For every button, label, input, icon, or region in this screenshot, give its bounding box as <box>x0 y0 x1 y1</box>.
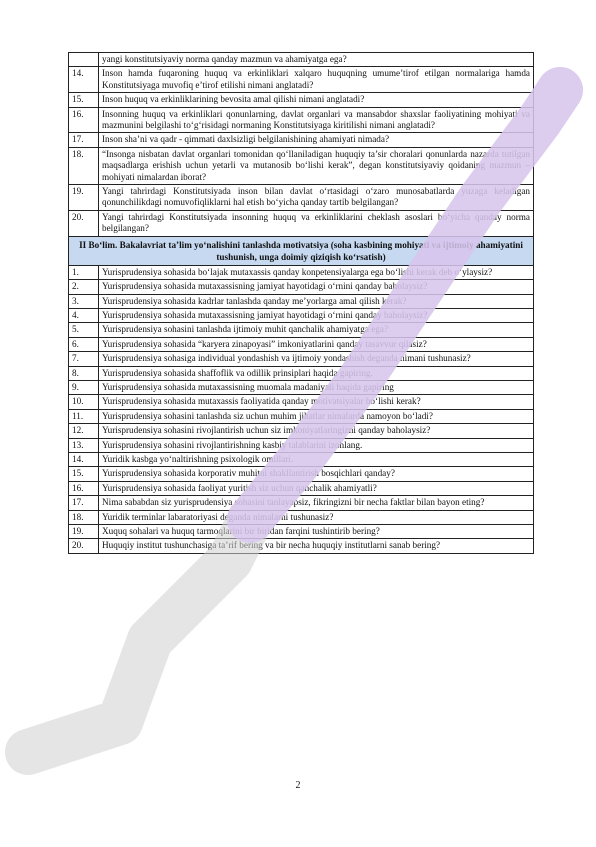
section-row <box>69 236 534 265</box>
question-number: 17. <box>69 496 99 510</box>
table-row <box>69 53 534 67</box>
question-number: 13. <box>69 438 99 452</box>
question-number <box>69 53 99 67</box>
questions-part-2 <box>69 265 534 553</box>
question-text: Yurisprudensiya sohasida bo‘lajak mutaxassis qanday konpetensiyalarga ega bo‘lishi kerak deb o‘ylaysiz? <box>99 265 534 279</box>
table-row <box>69 185 534 211</box>
table-row <box>69 323 534 337</box>
question-text: Yurisprudensiya sohasida korporativ muhitni shakllantirish bosqichlari qanday? <box>99 467 534 481</box>
question-text: Yangi tahrirdagi Konstitutsiyada insonning huquq va erkinliklarini cheklash asoslari bo‘yicha qanday norma belgilangan? <box>99 210 534 236</box>
question-text: “Insonga nisbatan davlat organlari tomonidan qo‘llaniladigan huquqiy ta’sir choralari qonunlarda nazarda tutilgan maqsadlarga erishish uchun yetarli va mutanosib bo‘lishi kerak”, degan konstitutsiyaviy qoidaning mazmun –mohiyati nimalardan iborat? <box>99 147 534 184</box>
table-row <box>69 496 534 510</box>
section-header <box>69 236 534 265</box>
question-text: Yurisprudensiya sohasida mutaxassis faoliyatida qanday motivatsiyalar bo‘lishi kerak? <box>99 395 534 409</box>
question-text: Yurisprudensiya sohasini rivojlantirishning kasbiy talablarini izohlang. <box>99 438 534 452</box>
table-row <box>69 424 534 438</box>
question-text: yangi konstitutsiyaviy norma qanday mazmun va ahamiyatga ega? <box>99 53 534 67</box>
question-number: 11. <box>69 409 99 423</box>
question-number: 19. <box>69 185 99 211</box>
question-text: Yurisprudensiya sohasida shaffoflik va odillik prinsiplari haqida gapiring. <box>99 366 534 380</box>
questions-part-1 <box>69 53 534 237</box>
question-text: Yurisprudensiya sohasini tanlashda siz uchun muhim jihatlar nimalarda namoyon bo‘ladi? <box>99 409 534 423</box>
question-text: Inson huquq va erkinliklarining bevosita amal qilishi nimani anglatadi? <box>99 93 534 107</box>
question-text: Yurisprudensiya sohasida mutaxassisning muomala madaniyati haqida gapiring <box>99 380 534 394</box>
question-number: 14. <box>69 67 99 93</box>
table-row <box>69 107 534 133</box>
question-number: 16. <box>69 481 99 495</box>
question-number: 15. <box>69 93 99 107</box>
table-row <box>69 525 534 539</box>
question-number: 3. <box>69 294 99 308</box>
table-row <box>69 147 534 184</box>
section-title: II Bo‘lim. Bakalavriat ta’lim yo‘nalishini tanlashda motivatsiya (soha kasbining mohiyati va ijtimoiy ahamiyatini tushunish, unga doimiy qiziqish ko‘rsatish) <box>69 236 534 265</box>
questions-table <box>68 52 534 554</box>
question-number: 9. <box>69 380 99 394</box>
table-row <box>69 366 534 380</box>
question-number: 14. <box>69 452 99 466</box>
table-row <box>69 337 534 351</box>
question-text: Huquqiy institut tushunchasiga ta’rif bering va bir necha huquqiy institutlarni sanab bering? <box>99 539 534 553</box>
table-row <box>69 467 534 481</box>
table-row <box>69 93 534 107</box>
question-number: 1. <box>69 265 99 279</box>
question-text: Nima sababdan siz yurisprudensiya sohasini tanlayapsiz, fikringizni bir necha faktlar bilan bayon eting? <box>99 496 534 510</box>
table-row <box>69 409 534 423</box>
question-number: 7. <box>69 352 99 366</box>
question-text: Insonning huquq va erkinliklari qonunlarning, davlat organlari va mansabdor shaxslar faoliyatining mohiyati va mazmunini belgilashi to‘g‘risidagi normaning Konstitutsiyaga kiritilishi nimani anglatadi? <box>99 107 534 133</box>
question-text: Yurisprudensiya sohasiga individual yondashish va ijtimoiy yondashish deganda nimani tushunasiz? <box>99 352 534 366</box>
table-row <box>69 280 534 294</box>
table-row <box>69 294 534 308</box>
table-row <box>69 210 534 236</box>
question-number: 8. <box>69 366 99 380</box>
question-number: 20. <box>69 210 99 236</box>
question-number: 16. <box>69 107 99 133</box>
question-text: Inson hamda fuqaroning huquq va erkinliklari xalqaro huquqning umume’tirof etilgan normalariga hamda Konstitutsiyaga muvofiq e’tirof etilishi nimani anglatadi? <box>99 67 534 93</box>
table-row <box>69 308 534 322</box>
table-row <box>69 481 534 495</box>
table-row <box>69 539 534 553</box>
question-number: 15. <box>69 467 99 481</box>
question-number: 17. <box>69 133 99 147</box>
question-number: 18. <box>69 510 99 524</box>
table-row <box>69 510 534 524</box>
table-row <box>69 67 534 93</box>
question-text: Yurisprudensiya sohasida mutaxassisning jamiyat hayotidagi o‘rnini qanday baholaysiz? <box>99 308 534 322</box>
question-text: Yurisprudensiya sohasini rivojlantirish uchun siz imkoniyatlaringizni qanday baholaysiz? <box>99 424 534 438</box>
table-row <box>69 352 534 366</box>
question-text: Yangi tahrirdagi Konstitutsiyada inson bilan davlat o‘rtasidagi o‘zaro munosabatlarda yuzaga keladigan qonunchilikdagi nomuvofiqliklarni hal etish bo‘yicha qanday tartib belgilangan? <box>99 185 534 211</box>
table-row <box>69 265 534 279</box>
question-text: Yurisprudensiya sohasida kadrlar tanlashda qanday me’yorlarga amal qilish kerak? <box>99 294 534 308</box>
table-row <box>69 452 534 466</box>
question-number: 4. <box>69 308 99 322</box>
question-text: Yuridik terminlar labaratoriyasi deganda nimalarni tushunasiz? <box>99 510 534 524</box>
question-text: Xuquq sohalari va huquq tarmoqlarini bir biridan farqini tushintirib bering? <box>99 525 534 539</box>
question-number: 10. <box>69 395 99 409</box>
question-number: 18. <box>69 147 99 184</box>
question-number: 20. <box>69 539 99 553</box>
table-row <box>69 380 534 394</box>
question-text: Yuridik kasbga yo‘naltirishning psixologik omillari. <box>99 452 534 466</box>
question-text: Yurisprudensiya sohasida mutaxassisning jamiyat hayotidagi o‘rnini qanday baholaysiz? <box>99 280 534 294</box>
question-number: 12. <box>69 424 99 438</box>
question-text: Inson sha’ni va qadr - qimmati daxlsizligi belgilanishining ahamiyati nimada? <box>99 133 534 147</box>
table-row <box>69 133 534 147</box>
table-row <box>69 395 534 409</box>
table-row <box>69 438 534 452</box>
page-number: 2 <box>295 780 301 791</box>
question-number: 5. <box>69 323 99 337</box>
question-number: 2. <box>69 280 99 294</box>
question-text: Yurisprudensiya sohasini tanlashda ijtimoiy muhit qanchalik ahamiyatga ega? <box>99 323 534 337</box>
question-text: Yurisprudensiya sohasida faoliyat yuritish siz uchun qanchalik ahamiyatli? <box>99 481 534 495</box>
question-number: 6. <box>69 337 99 351</box>
question-text: Yurisprudensiya sohasida “karyera zinapoyasi” imkoniyatlarini qanday tasavvur qilasiz? <box>99 337 534 351</box>
question-number: 19. <box>69 525 99 539</box>
